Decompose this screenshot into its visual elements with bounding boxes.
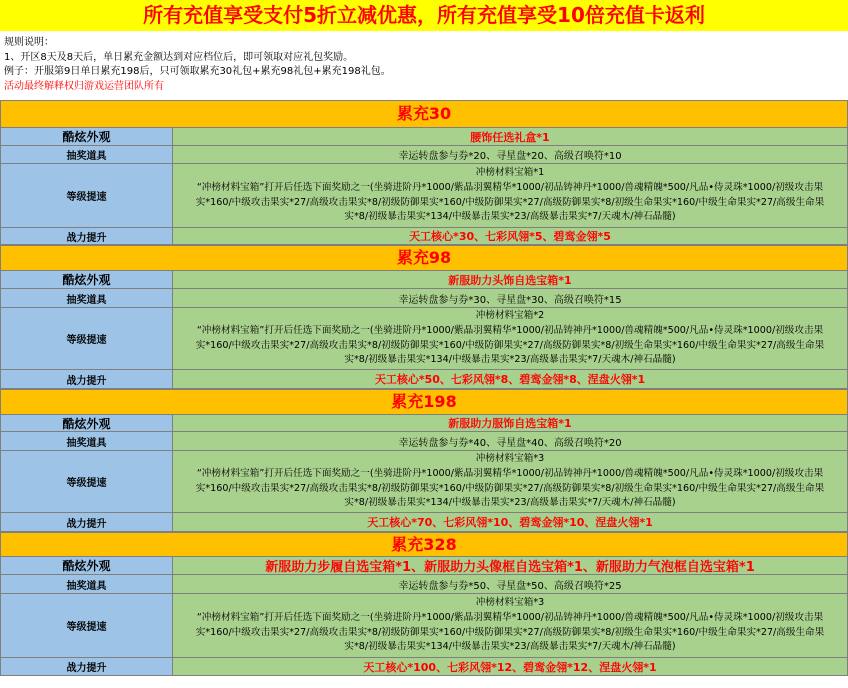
level-label: 等级提速 (1, 164, 173, 227)
level-line: 实*8/初级暴击果实*134/中级暴击果实*23/高级暴击果实*7/天魂木/神石晶髓) (344, 211, 676, 223)
tier-30 (0, 100, 848, 245)
level-line: “冲榜材料宝箱”打开后任选下面奖励之一(坐骑进阶丹*1000/紫晶羽翼精华*1000/初品铸神丹*1000/兽魂精魄*500/凡品•侍灵珠*1000/初级攻击果 (196, 611, 824, 623)
power-value: 天工核心*30、七彩风翎*5、碧鸾金翎*5 (173, 228, 847, 244)
power-value: 天工核心*70、七彩风翎*10、碧鸾金翎*10、涅盘火翎*1 (173, 513, 847, 531)
lottery-row (0, 575, 848, 594)
lottery-value: 幸运转盘参与券*20、寻星盘*20、高级召唤符*10 (173, 146, 847, 163)
rules-note: 活动最终解释权归游戏运营团队所有 (4, 80, 164, 92)
power-row (0, 228, 848, 245)
level-line: “冲榜材料宝箱”打开后任选下面奖励之一(坐骑进阶丹*1000/紫晶羽翼精华*1000/初品铸神丹*1000/兽魂精魄*500/凡品•侍灵珠*1000/初级攻击果 (196, 181, 824, 193)
tier-198 (0, 389, 848, 532)
appearance-value: 新服助力步履自选宝箱*1、新服助力头像框自选宝箱*1、新服助力气泡框自选宝箱*1 (173, 557, 847, 574)
appearance-row (0, 128, 848, 146)
lottery-label: 抽奖道具 (1, 146, 173, 163)
level-line: 实*160/中级攻击果实*27/高级攻击果实*8/初级防御果实*160/中级防御果实*27/高级防御果实*8/初级生命果实*160/中级生命果实*27/高级生命果 (195, 626, 825, 638)
rules-line-2: 例子：开服第9日单日累充198后，只可领取累充30礼包+累充98礼包+累充198礼包。 (4, 66, 391, 77)
lottery-label: 抽奖道具 (1, 289, 173, 307)
level-label: 等级提速 (1, 594, 173, 657)
rules-section (0, 31, 848, 100)
tier-328 (0, 532, 848, 676)
level-line: 实*160/中级攻击果实*27/高级攻击果实*8/初级防御果实*160/中级防御果实*27/高级防御果实*8/初级生命果实*160/中级生命果实*27/高级生命果 (195, 339, 825, 351)
rules-title: 规则说明： (4, 37, 54, 48)
lottery-row (0, 146, 848, 164)
level-line: 冲榜材料宝箱*2 (475, 310, 545, 322)
lottery-row (0, 432, 848, 451)
power-value: 天工核心*50、七彩风翎*8、碧鸾金翎*8、涅盘火翎*1 (173, 370, 847, 388)
level-line: “冲榜材料宝箱”打开后任选下面奖励之一(坐骑进阶丹*1000/紫晶羽翼精华*1000/初品铸神丹*1000/兽魂精魄*500/凡品•侍灵珠*1000/初级攻击果 (196, 324, 824, 336)
power-row (0, 658, 848, 676)
appearance-value: 腰饰任选礼盒*1 (173, 128, 847, 145)
level-value (173, 308, 847, 369)
tier-title: 累充198 (0, 389, 848, 415)
level-value (173, 164, 847, 227)
lottery-value: 幸运转盘参与券*40、寻星盘*40、高级召唤符*20 (173, 432, 847, 450)
promo-banner: 所有充值享受支付5折立减优惠，所有充值享受10倍充值卡返利 (0, 0, 848, 31)
level-label: 等级提速 (1, 451, 173, 512)
level-value (173, 594, 847, 657)
appearance-label: 酷炫外观 (1, 128, 173, 145)
level-line: 实*8/初级暴击果实*134/中级暴击果实*23/高级暴击果实*7/天魂木/神石晶髓) (344, 354, 676, 366)
level-line: 实*8/初级暴击果实*134/中级暴击果实*23/高级暴击果实*7/天魂木/神石晶髓) (344, 497, 676, 509)
appearance-row (0, 415, 848, 432)
level-label: 等级提速 (1, 308, 173, 369)
power-label: 战力提升 (1, 370, 173, 388)
power-value: 天工核心*100、七彩风翎*12、碧鸾金翎*12、涅盘火翎*1 (173, 658, 847, 675)
appearance-row (0, 271, 848, 289)
level-row (0, 451, 848, 513)
level-line: 冲榜材料宝箱*3 (475, 453, 545, 465)
power-row (0, 513, 848, 532)
appearance-row (0, 557, 848, 575)
level-line: 实*160/中级攻击果实*27/高级攻击果实*8/初级防御果实*160/中级防御果实*27/高级防御果实*8/初级生命果实*160/中级生命果实*27/高级生命果 (195, 482, 825, 494)
lottery-row (0, 289, 848, 308)
appearance-value: 新服助力服饰自选宝箱*1 (173, 415, 847, 431)
appearance-label: 酷炫外观 (1, 271, 173, 288)
power-label: 战力提升 (1, 658, 173, 675)
lottery-label: 抽奖道具 (1, 432, 173, 450)
rules-line-1: 1、开区8天及8天后，单日累充金额达到对应档位后，即可领取对应礼包奖励。 (4, 51, 354, 63)
level-row (0, 308, 848, 370)
tier-title: 累充328 (0, 532, 848, 557)
power-label: 战力提升 (1, 228, 173, 244)
lottery-value: 幸运转盘参与券*50、寻星盘*50、高级召唤符*25 (173, 575, 847, 593)
level-row (0, 164, 848, 228)
level-value (173, 451, 847, 512)
level-line: 实*8/初级暴击果实*134/中级暴击果实*23/高级暴击果实*7/天魂木/神石晶髓) (344, 641, 676, 653)
level-line: 实*160/中级攻击果实*27/高级攻击果实*8/初级防御果实*160/中级防御果实*27/高级防御果实*8/初级生命果实*160/中级生命果实*27/高级生命果 (195, 196, 825, 208)
level-line: 冲榜材料宝箱*3 (475, 597, 545, 609)
power-row (0, 370, 848, 389)
tier-98 (0, 245, 848, 389)
appearance-value: 新服助力头饰自选宝箱*1 (173, 271, 847, 288)
appearance-label: 酷炫外观 (1, 557, 173, 574)
tier-title: 累充30 (0, 100, 848, 128)
power-label: 战力提升 (1, 513, 173, 531)
tier-title: 累充98 (0, 245, 848, 271)
level-line: “冲榜材料宝箱”打开后任选下面奖励之一(坐骑进阶丹*1000/紫晶羽翼精华*1000/初品铸神丹*1000/兽魂精魄*500/凡品•侍灵珠*1000/初级攻击果 (196, 467, 824, 479)
lottery-label: 抽奖道具 (1, 575, 173, 593)
level-row (0, 594, 848, 658)
lottery-value: 幸运转盘参与券*30、寻星盘*30、高级召唤符*15 (173, 289, 847, 307)
appearance-label: 酷炫外观 (1, 415, 173, 431)
level-line: 冲榜材料宝箱*1 (475, 167, 545, 179)
